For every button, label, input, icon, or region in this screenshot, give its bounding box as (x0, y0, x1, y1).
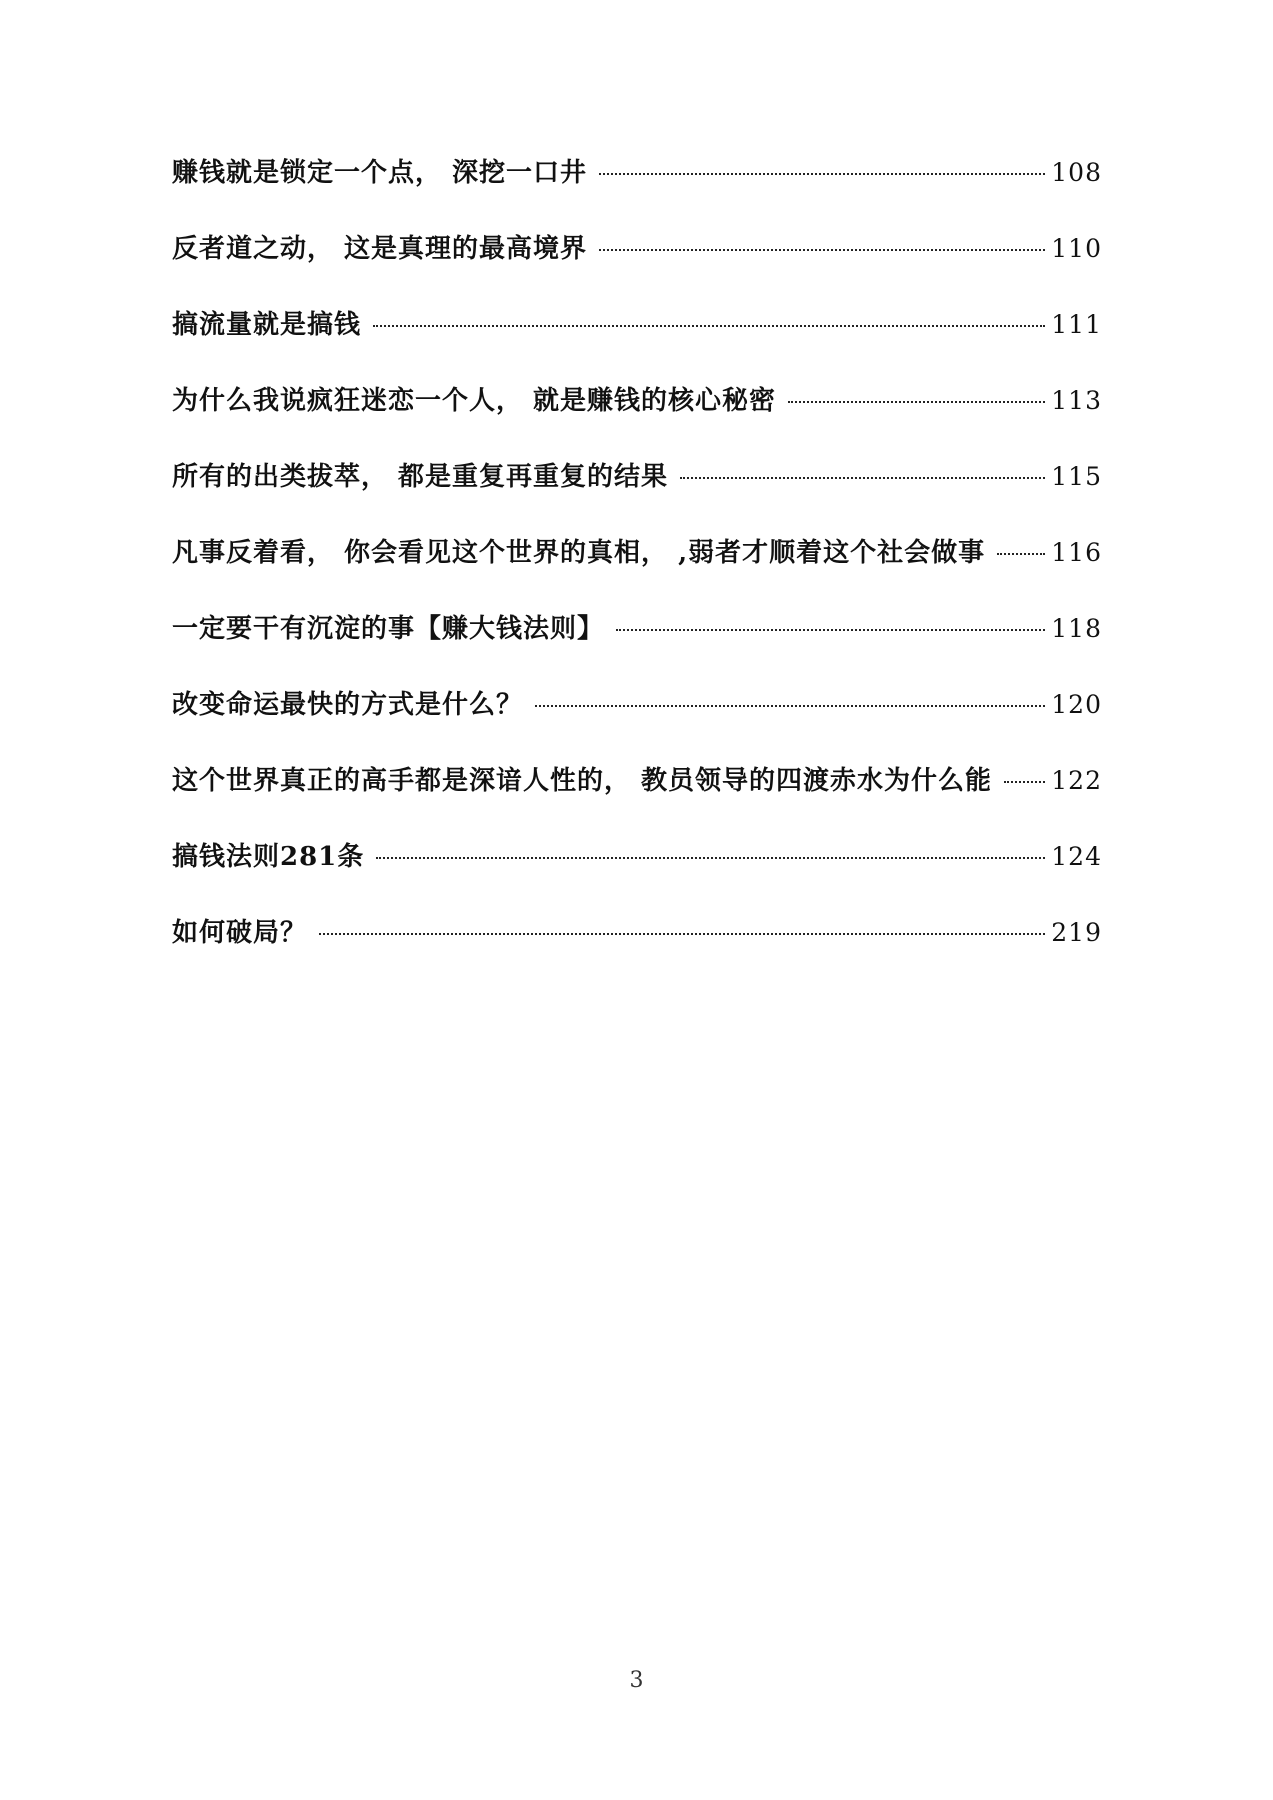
toc-entry[interactable] (172, 684, 1102, 760)
toc-entry-page: 111 (1051, 310, 1102, 339)
toc-entry[interactable] (172, 532, 1102, 608)
toc-entry-title: 凡事反着看， 你会看见这个世界的真相， ,弱者才顺着这个社会做事 (172, 538, 986, 568)
toc-entry[interactable] (172, 760, 1102, 836)
toc-entry-title: 一定要干有沉淀的事【赚大钱法则】 (172, 614, 605, 644)
page-number: 3 (629, 1668, 644, 1693)
toc-dot-leader (680, 477, 1045, 479)
toc-entry-title: 所有的出类拔萃， 都是重复再重复的结果 (172, 462, 669, 492)
toc-entry-page: 110 (1051, 234, 1102, 263)
toc-entry-page: 113 (1051, 386, 1102, 415)
toc-dot-leader (373, 325, 1045, 327)
toc-entry-page: 116 (1051, 538, 1102, 567)
toc-entry-title: 反者道之动， 这是真理的最高境界 (172, 234, 588, 264)
toc-entry[interactable] (172, 456, 1102, 532)
toc-entry-page: 115 (1051, 462, 1102, 491)
toc-entry[interactable] (172, 152, 1102, 228)
toc-entry-page: 124 (1051, 842, 1102, 871)
toc-entry-title: 为什么我说疯狂迷恋一个人， 就是赚钱的核心秘密 (172, 386, 777, 416)
toc-dot-leader (599, 173, 1045, 175)
toc-entry[interactable] (172, 836, 1102, 912)
toc-dot-leader (997, 553, 1045, 555)
table-of-contents (172, 152, 1102, 988)
toc-entry[interactable] (172, 912, 1102, 988)
toc-dot-leader (599, 249, 1045, 251)
toc-entry[interactable] (172, 380, 1102, 456)
toc-dot-leader (319, 933, 1045, 935)
toc-dot-leader (788, 401, 1045, 403)
toc-entry-title: 改变命运最快的方式是什么？ (172, 690, 524, 720)
toc-dot-leader (376, 857, 1045, 859)
toc-entry-page: 219 (1051, 918, 1102, 947)
toc-entry-title: 赚钱就是锁定一个点， 深挖一口井 (172, 158, 588, 188)
toc-dot-leader (616, 629, 1045, 631)
toc-entry-page: 108 (1051, 158, 1102, 187)
toc-entry[interactable] (172, 228, 1102, 304)
toc-dot-leader (535, 705, 1045, 707)
toc-entry[interactable] (172, 608, 1102, 684)
toc-entry-title: 搞流量就是搞钱 (172, 310, 362, 340)
toc-entry-page: 120 (1051, 690, 1102, 719)
toc-entry-title: 如何破局？ (172, 918, 308, 948)
toc-entry[interactable] (172, 304, 1102, 380)
toc-entry-title: 搞钱法则281条 (172, 842, 365, 872)
toc-dot-leader (1004, 781, 1045, 783)
toc-entry-page: 122 (1051, 766, 1102, 795)
toc-entry-title: 这个世界真正的高手都是深谙人性的， 教员领导的四渡赤水为什么能 (172, 766, 993, 796)
toc-entry-page: 118 (1051, 614, 1102, 643)
